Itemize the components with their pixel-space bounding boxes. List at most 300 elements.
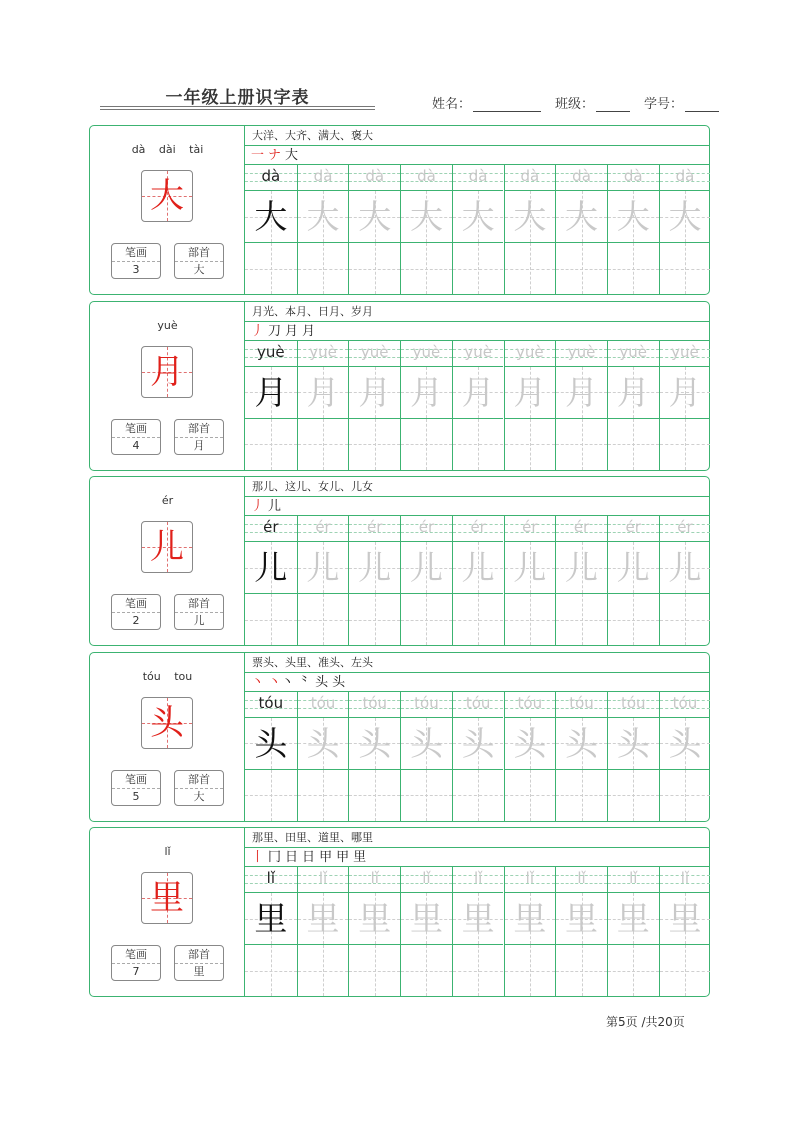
blank-writing-cell[interactable] — [453, 243, 504, 294]
pinyin-trace: tóu — [672, 693, 698, 712]
practice-column — [297, 867, 349, 996]
stroke-step: 一 — [251, 148, 265, 163]
character-display-box — [141, 170, 193, 222]
blank-writing-cell[interactable] — [608, 594, 659, 645]
pinyin-cell — [401, 165, 452, 191]
blank-writing-cell[interactable] — [349, 945, 400, 996]
character-trace: 大 — [668, 197, 702, 236]
name-blank[interactable] — [473, 97, 541, 112]
character-cell — [298, 893, 349, 945]
character-trace: 里 — [409, 899, 443, 938]
stroke-step: 丶 — [251, 674, 265, 690]
character-trace: 头 — [461, 723, 495, 763]
pinyin-trace: dà — [572, 167, 591, 185]
character-trace: 大 — [565, 197, 599, 236]
blank-writing-cell[interactable] — [660, 594, 711, 645]
pinyin-trace: tóu — [517, 693, 543, 712]
character-trace: 月 — [513, 372, 547, 412]
practice-column — [607, 341, 659, 470]
blank-writing-cell[interactable] — [298, 945, 349, 996]
character-cell — [453, 191, 504, 243]
blank-writing-cell[interactable] — [660, 243, 711, 294]
character-trace: 大 — [306, 197, 340, 236]
character-cell — [401, 191, 452, 243]
pinyin-cell — [556, 341, 607, 367]
pinyin-model: lǐ — [266, 869, 276, 887]
radical-label: 部首 — [175, 244, 223, 262]
stroke-step: ⺀ — [298, 674, 312, 690]
example-words: 月光、本月、日月、岁月 — [245, 302, 709, 322]
character-trace: 儿 — [616, 548, 650, 587]
pinyin-cell — [349, 165, 400, 191]
stroke-step: 丶丶 — [268, 674, 295, 690]
pinyin-cell — [245, 165, 297, 191]
practice-column — [297, 165, 349, 294]
character-cell — [349, 191, 400, 243]
character-model: 月 — [254, 372, 288, 412]
blank-writing-cell[interactable] — [505, 419, 556, 470]
practice-area — [245, 302, 709, 470]
practice-column — [297, 692, 349, 821]
practice-column — [607, 165, 659, 294]
pinyin-cell — [556, 867, 607, 893]
pinyin-trace: yuè — [360, 342, 389, 361]
practice-column — [504, 165, 556, 294]
radical-value: 月 — [193, 438, 205, 452]
practice-column — [504, 867, 556, 996]
pinyin-readings: yuè — [157, 318, 178, 332]
pinyin-readings: ér — [161, 494, 174, 507]
character-display-box — [141, 872, 193, 924]
practice-column — [504, 692, 556, 821]
stroke-step: 头 — [315, 674, 329, 690]
practice-column — [659, 165, 711, 294]
blank-writing-cell[interactable] — [298, 594, 349, 645]
practice-column — [400, 165, 452, 294]
blank-writing-cell[interactable] — [556, 945, 607, 996]
stroke-step: 头 — [332, 674, 346, 690]
character-cell — [505, 893, 556, 945]
pinyin-trace: ér — [470, 518, 486, 536]
blank-writing-cell[interactable] — [608, 419, 659, 470]
character-trace: 月 — [306, 372, 340, 412]
radical-box — [174, 594, 224, 630]
character-summary — [90, 126, 245, 294]
pinyin-cell — [401, 867, 452, 893]
character-cell — [245, 718, 297, 770]
pinyin-trace: ér — [677, 518, 693, 536]
character-summary — [90, 653, 245, 821]
practice-column — [555, 516, 607, 645]
character-cell — [608, 718, 659, 770]
blank-writing-cell[interactable] — [245, 419, 297, 470]
pinyin-trace: lǐ — [525, 869, 535, 887]
character-trace: 大 — [409, 197, 443, 236]
practice-grid — [245, 341, 709, 470]
stroke-step: 冂 — [268, 850, 282, 865]
character-trace: 里 — [358, 899, 392, 938]
blank-writing-cell[interactable] — [453, 594, 504, 645]
stroke-count-label: 笔画 — [112, 244, 160, 262]
blank-writing-cell[interactable] — [245, 945, 297, 996]
character-trace: 头 — [513, 723, 547, 763]
stroke-count-label: 笔画 — [112, 595, 160, 613]
pinyin-trace: lǐ — [680, 869, 690, 887]
character-cell — [298, 191, 349, 243]
blank-writing-cell[interactable] — [401, 419, 452, 470]
character-cell — [660, 893, 711, 945]
practice-column — [659, 341, 711, 470]
practice-area — [245, 477, 709, 645]
blank-writing-cell[interactable] — [349, 770, 400, 821]
pinyin-trace: lǐ — [577, 869, 586, 887]
practice-column — [504, 341, 556, 470]
pinyin-cell — [608, 341, 659, 367]
character-trace: 月 — [461, 372, 495, 412]
pinyin-cell — [660, 692, 711, 718]
practice-column — [245, 341, 297, 470]
radical-value: 里 — [193, 965, 205, 978]
page-number: 第5页 /共20页 — [606, 1015, 685, 1029]
pinyin-cell — [401, 692, 452, 718]
stroke-step: 丿 — [251, 323, 265, 339]
blank-writing-cell[interactable] — [401, 945, 452, 996]
character-trace: 里 — [513, 899, 547, 938]
pinyin-trace: yuè — [671, 342, 699, 361]
pinyin-cell — [349, 867, 400, 893]
practice-column — [297, 516, 349, 645]
character-trace: 头 — [358, 723, 392, 763]
blank-writing-cell[interactable] — [401, 243, 452, 294]
pinyin-cell — [660, 867, 711, 893]
class-blank[interactable] — [596, 97, 630, 112]
practice-column — [245, 692, 297, 821]
pinyin-cell — [505, 516, 556, 542]
pinyin-trace: dà — [365, 167, 385, 185]
stroke-count-value: 4 — [132, 438, 140, 452]
practice-column — [659, 867, 711, 996]
character-trace: 儿 — [668, 548, 702, 587]
character-cell — [453, 367, 504, 419]
character-cell — [349, 718, 400, 770]
stroke-step: 月 — [302, 323, 316, 339]
character-cell — [245, 893, 297, 945]
blank-writing-cell[interactable] — [556, 594, 607, 645]
blank-writing-cell[interactable] — [660, 419, 711, 470]
character-cell — [556, 191, 607, 243]
pinyin-cell — [298, 867, 349, 893]
practice-column — [607, 692, 659, 821]
radical-value: 大 — [193, 263, 205, 276]
blank-writing-cell[interactable] — [608, 770, 659, 821]
character-cell — [660, 191, 711, 243]
pinyin-readings: lǐ — [164, 845, 171, 858]
character-card — [89, 827, 710, 997]
blank-writing-cell[interactable] — [660, 770, 711, 821]
blank-writing-cell[interactable] — [453, 945, 504, 996]
featured-character: 里 — [150, 878, 184, 918]
student-info — [432, 93, 719, 112]
pinyin-trace: tóu — [310, 693, 336, 712]
blank-writing-cell[interactable] — [505, 945, 556, 996]
blank-writing-cell[interactable] — [298, 770, 349, 821]
blank-writing-cell[interactable] — [401, 594, 452, 645]
stroke-count-box — [111, 419, 161, 455]
radical-value: 大 — [193, 789, 205, 803]
practice-area — [245, 828, 709, 996]
featured-character: 大 — [150, 176, 184, 216]
practice-column — [400, 867, 452, 996]
blank-writing-cell[interactable] — [556, 419, 607, 470]
pinyin-trace: dà — [417, 167, 436, 185]
pinyin-cell — [298, 165, 349, 191]
name-label: 姓名： — [432, 97, 472, 112]
character-cell — [453, 893, 504, 945]
character-model: 儿 — [254, 548, 288, 587]
practice-column — [348, 165, 400, 294]
blank-writing-cell[interactable] — [453, 419, 504, 470]
pinyin-cell — [298, 692, 349, 718]
pinyin-trace: dà — [623, 167, 643, 185]
blank-writing-cell[interactable] — [505, 770, 556, 821]
practice-column — [555, 341, 607, 470]
character-model: 大 — [254, 197, 288, 236]
pinyin-cell — [245, 692, 297, 718]
character-cell — [505, 718, 556, 770]
blank-writing-cell[interactable] — [245, 243, 297, 294]
pinyin-trace: tóu — [414, 693, 439, 712]
character-cell — [401, 718, 452, 770]
practice-grid — [245, 516, 709, 645]
featured-character: 头 — [150, 702, 184, 743]
practice-column — [348, 692, 400, 821]
stroke-step: 丨 — [251, 850, 265, 865]
stroke-count-label: 笔画 — [112, 946, 160, 964]
pinyin-cell — [505, 692, 556, 718]
character-cell — [660, 367, 711, 419]
practice-column — [607, 867, 659, 996]
stroke-step: 甲 — [336, 850, 350, 865]
character-trace: 月 — [616, 372, 650, 412]
blank-writing-cell[interactable] — [245, 770, 297, 821]
practice-column — [245, 867, 297, 996]
radical-label: 部首 — [175, 420, 223, 438]
pinyin-trace: ér — [522, 518, 538, 536]
stroke-order — [245, 673, 709, 692]
pinyin-trace: lǐ — [422, 869, 431, 887]
practice-column — [555, 867, 607, 996]
practice-column — [297, 341, 349, 470]
pinyin-cell — [608, 165, 659, 191]
practice-column — [452, 341, 504, 470]
blank-writing-cell[interactable] — [556, 770, 607, 821]
pinyin-trace: yuè — [412, 342, 441, 361]
character-summary — [90, 828, 245, 996]
pinyin-trace: dà — [468, 167, 488, 185]
stroke-step: 刀 — [268, 323, 282, 339]
stroke-step: 日 — [302, 850, 316, 865]
pinyin-trace: ér — [315, 518, 331, 536]
pinyin-trace: yuè — [309, 342, 337, 361]
pinyin-trace: yuè — [464, 342, 492, 361]
blank-writing-cell[interactable] — [349, 243, 400, 294]
character-cell — [505, 542, 556, 594]
pinyin-cell — [660, 341, 711, 367]
student-number-blank[interactable] — [685, 97, 719, 112]
character-trace: 大 — [358, 197, 392, 236]
pinyin-trace: tóu — [569, 693, 594, 712]
pinyin-cell — [453, 341, 504, 367]
stroke-order — [245, 146, 709, 165]
pinyin-cell — [608, 867, 659, 893]
character-cell — [556, 893, 607, 945]
character-trace: 儿 — [565, 548, 599, 587]
practice-column — [245, 516, 297, 645]
stroke-count-value: 3 — [132, 263, 140, 276]
blank-writing-cell[interactable] — [245, 594, 297, 645]
practice-column — [348, 516, 400, 645]
stroke-step: 大 — [285, 148, 299, 163]
stroke-count-box — [111, 770, 161, 806]
stroke-order — [245, 322, 709, 341]
radical-label: 部首 — [175, 771, 223, 789]
pinyin-cell — [453, 516, 504, 542]
pinyin-model: ér — [263, 518, 279, 536]
pinyin-model: dà — [261, 167, 281, 185]
pinyin-trace: ér — [418, 518, 435, 536]
pinyin-trace: tóu — [620, 693, 646, 712]
pinyin-trace: lǐ — [370, 869, 379, 887]
character-cell — [608, 893, 659, 945]
character-cell — [245, 191, 297, 243]
blank-writing-cell[interactable] — [349, 594, 400, 645]
radical-box — [174, 770, 224, 806]
radical-label: 部首 — [175, 946, 223, 964]
practice-grid — [245, 867, 709, 996]
character-cell — [298, 367, 349, 419]
pinyin-model: tóu — [258, 693, 284, 712]
stroke-count-value: 2 — [132, 614, 140, 627]
character-cell — [349, 893, 400, 945]
blank-writing-cell[interactable] — [401, 770, 452, 821]
character-cell — [401, 542, 452, 594]
blank-writing-cell[interactable] — [453, 770, 504, 821]
character-trace: 儿 — [358, 548, 392, 587]
example-words: 那儿、这儿、女儿、儿女 — [245, 477, 709, 497]
character-trace: 头 — [668, 723, 702, 763]
character-cell — [556, 542, 607, 594]
blank-writing-cell[interactable] — [298, 243, 349, 294]
pinyin-trace: tóu — [465, 693, 491, 712]
pinyin-model: yuè — [257, 342, 285, 361]
stroke-count-value: 7 — [132, 965, 140, 978]
pinyin-trace: dà — [313, 167, 333, 185]
character-trace: 头 — [306, 723, 340, 763]
practice-column — [504, 516, 556, 645]
practice-column — [659, 516, 711, 645]
radical-box — [174, 419, 224, 455]
character-cell — [401, 893, 452, 945]
pinyin-cell — [349, 692, 400, 718]
pinyin-cell — [608, 516, 659, 542]
blank-writing-cell[interactable] — [505, 243, 556, 294]
pinyin-trace: dà — [675, 167, 695, 185]
pinyin-trace: yuè — [567, 342, 596, 361]
stroke-step: 儿 — [268, 499, 282, 514]
pinyin-cell — [401, 516, 452, 542]
character-cell — [401, 367, 452, 419]
blank-writing-cell[interactable] — [349, 419, 400, 470]
practice-column — [555, 165, 607, 294]
stroke-step: 里 — [353, 850, 367, 865]
pinyin-cell — [349, 341, 400, 367]
blank-writing-cell[interactable] — [608, 945, 659, 996]
title-underline — [100, 109, 375, 110]
character-trace: 里 — [616, 899, 650, 938]
practice-column — [452, 692, 504, 821]
character-cell — [245, 367, 297, 419]
character-display-box — [141, 697, 193, 749]
practice-area — [245, 126, 709, 294]
blank-writing-cell[interactable] — [505, 594, 556, 645]
character-cell — [660, 718, 711, 770]
radical-box — [174, 243, 224, 279]
character-card — [89, 476, 710, 646]
blank-writing-cell[interactable] — [298, 419, 349, 470]
character-cell — [608, 191, 659, 243]
character-cell — [453, 718, 504, 770]
character-trace: 里 — [306, 899, 340, 938]
title-underline — [100, 106, 375, 107]
character-cell — [245, 542, 297, 594]
character-cell — [556, 367, 607, 419]
character-trace: 儿 — [513, 548, 547, 587]
blank-writing-cell[interactable] — [608, 243, 659, 294]
practice-column — [452, 867, 504, 996]
stroke-step: 日 — [285, 850, 299, 865]
character-trace: 大 — [616, 197, 650, 236]
pinyin-trace: yuè — [619, 342, 648, 361]
character-cell — [505, 191, 556, 243]
pinyin-trace: dà — [520, 167, 540, 185]
stroke-step: 甲 — [319, 850, 333, 865]
blank-writing-cell[interactable] — [556, 243, 607, 294]
example-words: 票头、头里、准头、左头 — [245, 653, 709, 673]
stroke-order — [245, 848, 709, 867]
pinyin-cell — [660, 516, 711, 542]
page-title: 一年级上册识字表 — [165, 88, 310, 108]
featured-character: 儿 — [150, 527, 184, 567]
pinyin-trace: ér — [573, 518, 590, 536]
example-words: 那里、田里、道里、哪里 — [245, 828, 709, 848]
pinyin-trace: yuè — [516, 342, 544, 361]
pinyin-cell — [505, 867, 556, 893]
character-model: 里 — [254, 899, 288, 938]
pinyin-trace: lǐ — [318, 869, 328, 887]
pinyin-cell — [401, 341, 452, 367]
character-card — [89, 125, 710, 295]
practice-grid — [245, 165, 709, 294]
radical-box — [174, 945, 224, 981]
character-trace: 头 — [409, 723, 443, 763]
stroke-count-box — [111, 243, 161, 279]
example-words: 大洋、大齐、满大、褒大 — [245, 126, 709, 146]
character-cell — [298, 718, 349, 770]
practice-grid — [245, 692, 709, 821]
practice-area — [245, 653, 709, 821]
blank-writing-cell[interactable] — [660, 945, 711, 996]
pinyin-cell — [608, 692, 659, 718]
